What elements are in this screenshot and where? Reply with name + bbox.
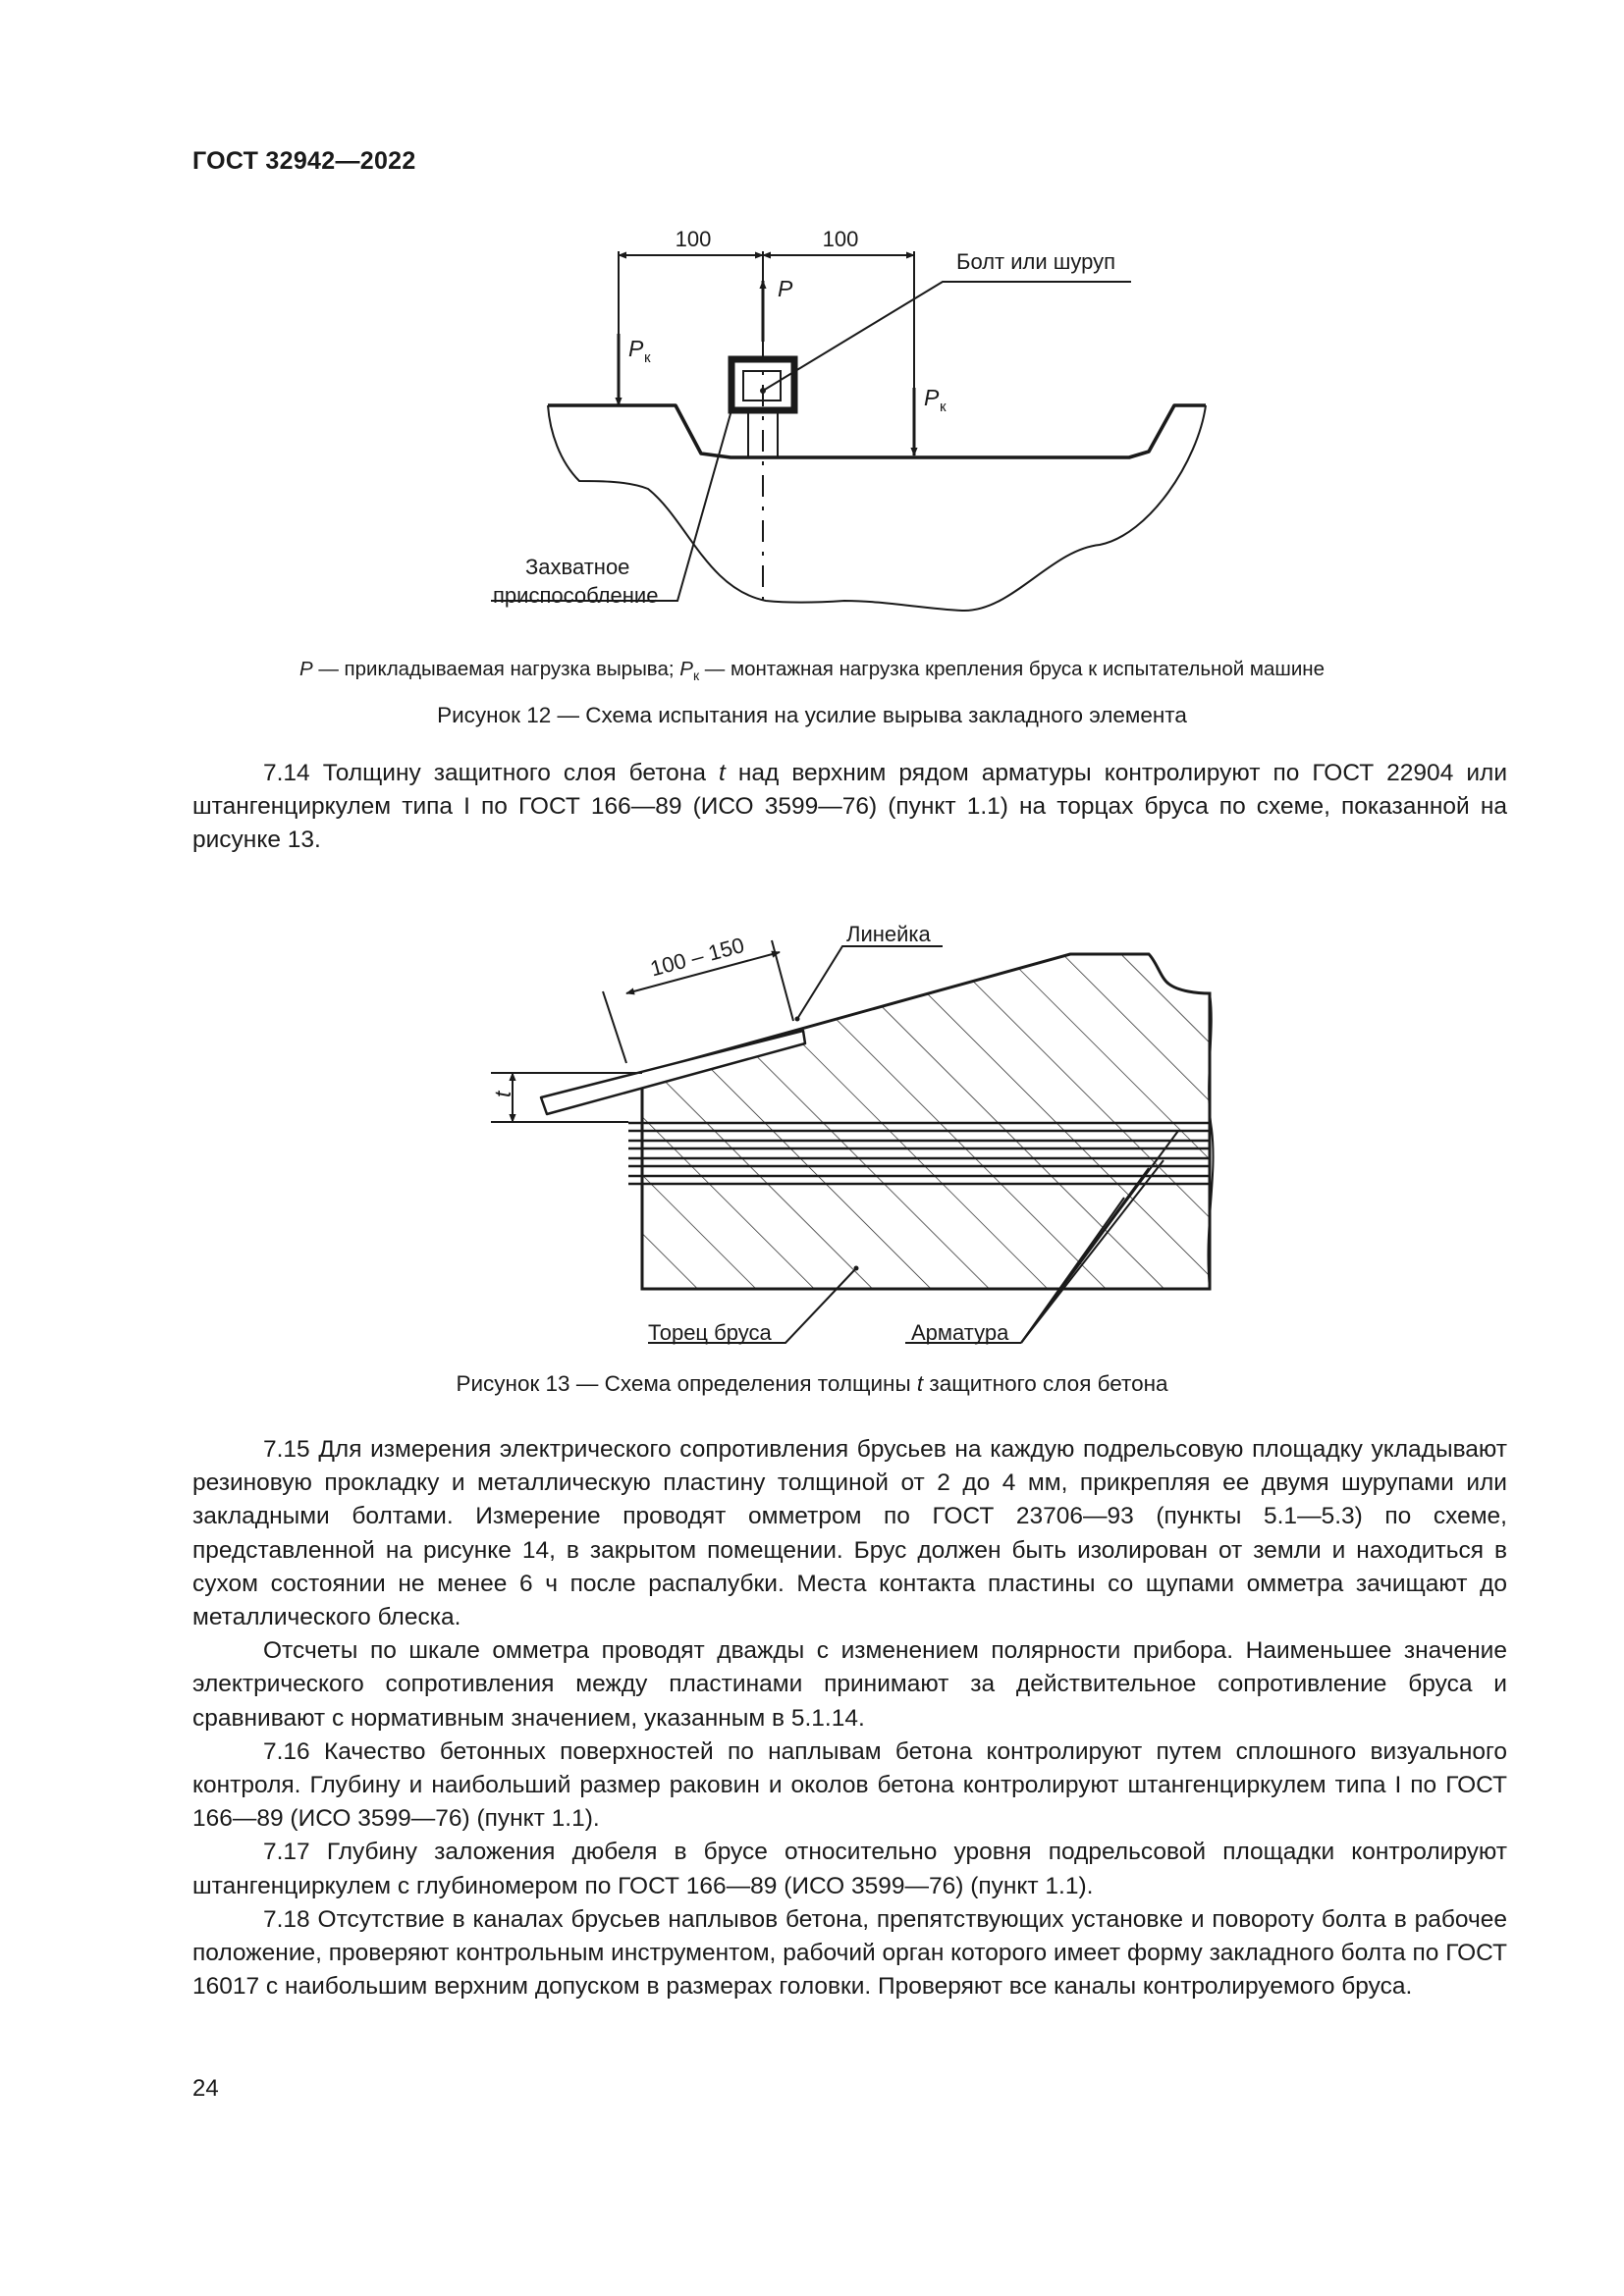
para-7-14-t-symbol: t <box>719 760 726 786</box>
label-pk-right: P <box>924 385 940 410</box>
document-header: ГОСТ 32942—2022 <box>192 147 416 175</box>
paragraph-7-18: 7.18 Отсутствие в каналах брусьев наплывов бетона, препятствующих установке и повороту болта в рабочее положение, проверяют контрольным инструментом, рабочий орган которого имеет форму закладного болта по ГОСТ 16017 с наибольшим верхним допуском в размерах головки. Проверяют все каналы контролируемого бруса. <box>192 1905 1507 2001</box>
legend-pk-sub: к <box>692 667 700 684</box>
legend-pk-symbol: P <box>679 658 693 680</box>
sleeper-end-section <box>642 954 1210 1289</box>
callout-grip-line1: Захватное <box>525 555 630 579</box>
figure-12-diagram <box>0 0 1624 648</box>
figure-13-diagram <box>0 883 1624 1374</box>
page-number: 24 <box>192 2075 219 2102</box>
label-pk-left-sub: к <box>644 349 651 366</box>
sleeper-left-break <box>548 405 1206 611</box>
paragraph-readings: Отсчеты по шкале омметра проводят дважды с изменением полярности прибора. Наименьшее значение электрического сопротивления между пластинами принимают за действительное сопротивление бруса и сравнивают с нормативным значением, указанным в 5.1.14. <box>192 1637 1507 1732</box>
bolt-callout-leader <box>763 282 1131 391</box>
dim-t-label: t <box>490 1091 515 1097</box>
label-pk-left: P <box>628 336 644 361</box>
paragraph-7-15: 7.15 Для измерения электрического сопротивления брусьев на каждую подрельсовую площадку укладывают резиновую прокладку и металлическую пластину толщиной от 2 до 4 мм, прикрепляя ее двумя шурупами или закладными болтами. Измерение проводят омметром по ГОСТ 23706—93 (пункты 5.1—5.3) по схеме, представленной на рисунке 14, в закрытом помещении. Брус должен быть изолирован от земли и находиться в сухом состоянии не менее 6 ч после распалубки. Места контакта пластины со щупами омметра зачищают до металлического блеска. <box>192 1436 1507 1631</box>
figure-13-caption-b: защитного слоя бетона <box>923 1371 1168 1396</box>
callout-end: Торец бруса <box>648 1320 772 1345</box>
para-7-14-text-b: над верхним рядом арматуры контролируют по ГОСТ 22904 или штангенциркулем типа I по ГОСТ 166—89 (ИСО 3599—76) (пункт 1.1) на торцах бруса по схеме, показанной на рисунке 13. <box>192 760 1508 854</box>
callout-bolt: Болт или шуруп <box>956 249 1116 274</box>
dim-right-label: 100 <box>822 227 859 251</box>
label-p: P <box>778 276 793 301</box>
dim-100-150-label: 100 – 150 <box>647 933 747 982</box>
legend-p-text: — прикладываемая нагрузка вырыва; <box>312 658 680 680</box>
legend-pk-text: — монтажная нагрузка крепления бруса к испытательной машине <box>699 658 1326 680</box>
body-text <box>192 1433 1507 2003</box>
dim-left-label: 100 <box>675 227 712 251</box>
paragraph-7-16: 7.16 Качество бетонных поверхностей по наплывам бетона контролируют путем сплошного визуального контроля. Глубину и наибольший размер раковин и околов бетона контролируют штангенциркулем типа I по ГОСТ 166—89 (ИСО 3599—76) (пункт 1.1). <box>192 1737 1507 1833</box>
paragraph-7-17: 7.17 Глубину заложения дюбеля в брусе относительно уровня подрельсовой площадки контролируют штангенциркулем с глубиномером по ГОСТ 166—89 (ИСО 3599—76) (пункт 1.1). <box>192 1839 1507 1899</box>
callout-grip-line2: приспособление <box>493 583 659 608</box>
sleeper-top-profile <box>548 405 1206 457</box>
legend-p-symbol: P <box>298 658 313 680</box>
figure-13-caption <box>0 1371 1624 1397</box>
figure-12-caption: Рисунок 12 — Схема испытания на усилие вырыва закладного элемента <box>437 703 1187 727</box>
figure-13-caption-a: Рисунок 13 — Схема определения толщины <box>456 1371 917 1396</box>
para-7-14-text-a: 7.14 Толщину защитного слоя бетона <box>263 760 719 786</box>
paragraph-7-14 <box>192 757 1507 858</box>
callout-ruler: Линейка <box>846 922 931 946</box>
figure-13-caption-t: t <box>916 1371 924 1396</box>
callout-rebar: Арматура <box>911 1320 1009 1345</box>
label-pk-right-sub: к <box>940 399 947 415</box>
figure-12-legend <box>0 658 1624 683</box>
